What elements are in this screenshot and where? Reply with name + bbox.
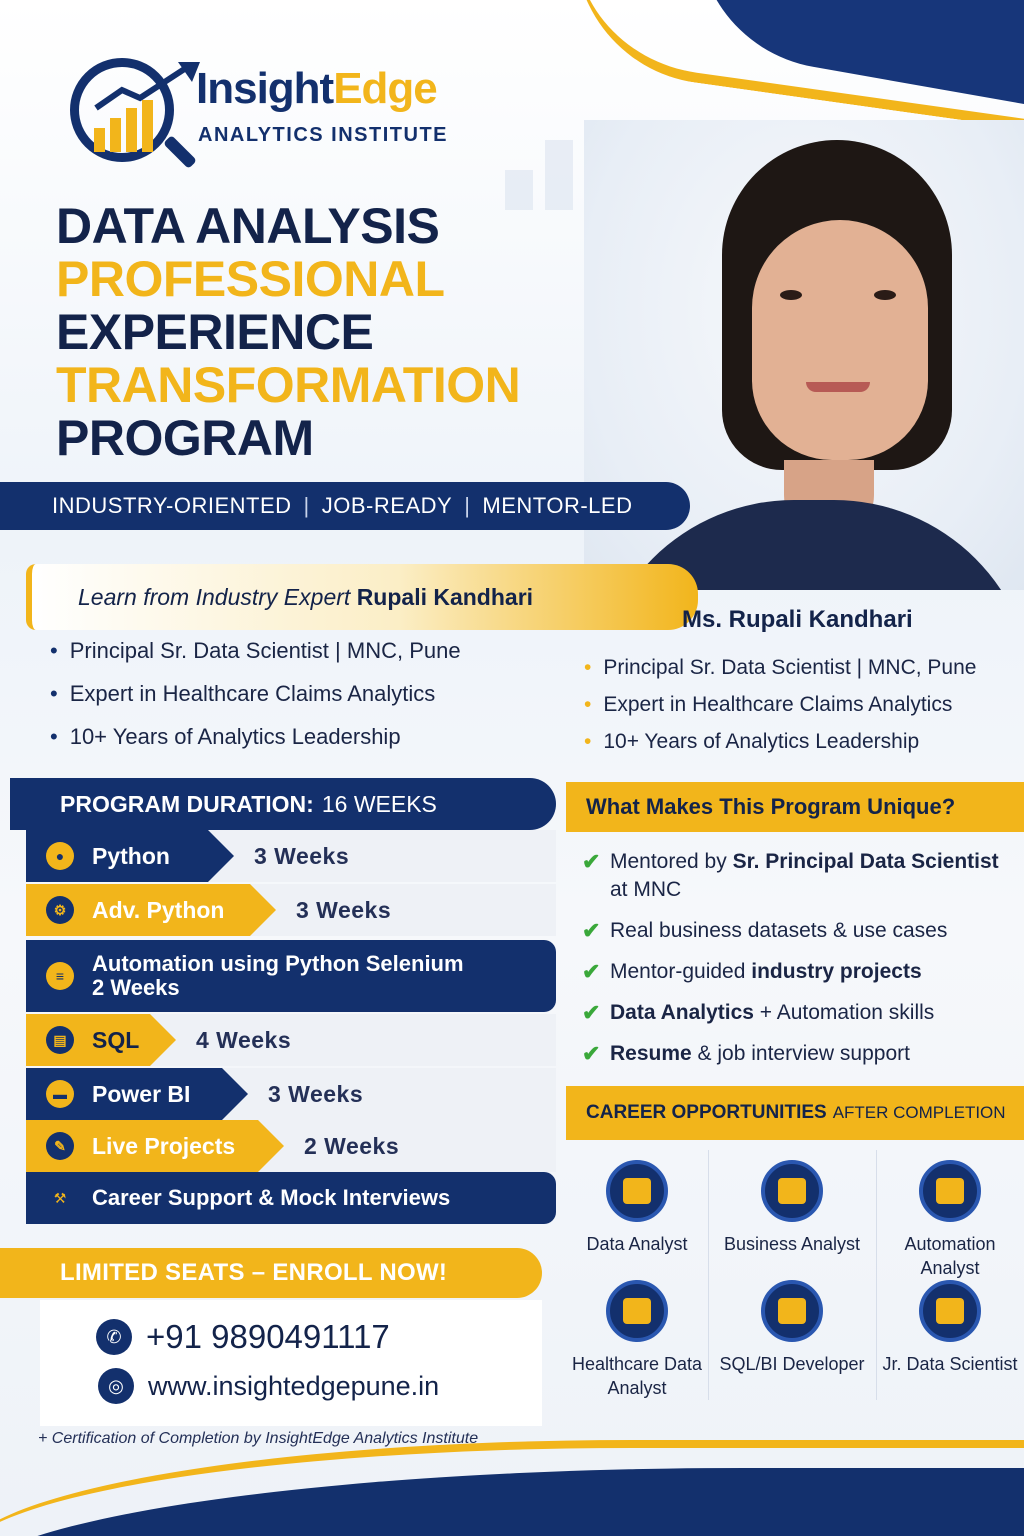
check-icon: ✔	[582, 849, 601, 874]
automation-analyst-icon	[919, 1160, 981, 1222]
module-weeks: 3 Weeks	[268, 1080, 364, 1107]
business-analyst-icon	[761, 1160, 823, 1222]
module-row	[26, 1068, 556, 1120]
module-name: Career Support & Mock Interviews	[92, 1185, 451, 1210]
module-name: Live Projects	[92, 1132, 236, 1159]
advanced-python-icon: ⚙	[46, 896, 74, 924]
tagline-item: INDUSTRY-ORIENTED	[52, 493, 292, 518]
career-heading	[566, 1086, 1024, 1140]
list-item: • Expert in Healthcare Claims Analytics	[50, 681, 560, 724]
career-role: Business Analyst	[708, 1148, 876, 1268]
wrench-icon: ⚒	[53, 1189, 67, 1206]
career-role: Healthcare Data Analyst	[566, 1268, 708, 1388]
expert-intro: Learn from Industry Expert	[78, 584, 351, 610]
title-line: EXPERIENCE	[56, 304, 374, 360]
module-weeks: 3 Weeks	[254, 842, 350, 869]
python-icon: ●	[46, 842, 74, 870]
decorative-swoosh-gold	[557, 0, 1024, 136]
expert-full-name: Ms. Rupali Kandhari	[682, 606, 913, 633]
list-item: • Principal Sr. Data Scientist | MNC, Pune	[584, 656, 1024, 693]
module-name: Power BI	[92, 1080, 191, 1107]
list-item: ✔ Data Analytics + Automation skills	[582, 1000, 935, 1025]
growth-arrow-icon	[90, 60, 210, 120]
module-weeks: 4 Weeks	[196, 1026, 292, 1053]
healthcare-analyst-icon	[606, 1280, 668, 1342]
enroll-now-banner[interactable]: LIMITED SEATS – ENROLL NOW!	[0, 1248, 542, 1298]
list-item: • Expert in Healthcare Claims Analytics	[584, 693, 1024, 730]
unique-list	[582, 848, 1022, 1081]
list-item: • 10+ Years of Analytics Leadership	[584, 730, 1024, 767]
career-role: Data Analyst	[566, 1148, 708, 1268]
check-icon: ✔	[582, 918, 601, 943]
check-icon: ✔	[582, 1041, 601, 1066]
tagline-item: MENTOR-LED	[482, 493, 633, 518]
sql-bi-developer-icon	[761, 1280, 823, 1342]
list-item: • Principal Sr. Data Scientist | MNC, Pune	[50, 638, 560, 681]
module-weeks: 2 Weeks	[92, 975, 180, 1000]
phone-icon: ✆	[96, 1319, 132, 1355]
module-row	[26, 1172, 556, 1224]
phone-link[interactable]	[96, 1318, 390, 1356]
module-name: Python	[92, 842, 170, 869]
automation-icon: ≡	[46, 962, 74, 990]
projects-icon: ✎	[46, 1132, 74, 1160]
career-role: Automation Analyst	[876, 1148, 1024, 1268]
module-row	[26, 1120, 556, 1172]
data-analyst-icon	[606, 1160, 668, 1222]
career-role: SQL/BI Developer	[708, 1268, 876, 1388]
website-url: www.insightedgepune.in	[148, 1370, 440, 1401]
duration-value: 16 WEEKS	[321, 790, 437, 817]
check-icon: ✔	[582, 959, 601, 984]
database-icon: ▤	[46, 1026, 74, 1054]
module-name: Automation using Python Selenium	[92, 951, 464, 976]
list-item: • 10+ Years of Analytics Leadership	[50, 724, 560, 767]
expert-points-right	[584, 656, 1024, 767]
power-bi-icon: ▬	[46, 1080, 74, 1108]
title-line: PROFESSIONAL	[56, 251, 445, 307]
module-weeks: 2 Weeks	[304, 1132, 400, 1159]
website-link[interactable]	[98, 1368, 439, 1404]
title-line: PROGRAM	[56, 410, 314, 466]
module-row	[26, 940, 556, 1012]
module-weeks: 3 Weeks	[296, 896, 392, 923]
magnifier-handle	[163, 135, 197, 169]
expert-points-left	[50, 638, 560, 767]
career-heading-bold: CAREER OPPORTUNITIES	[586, 1102, 827, 1123]
title-line: TRANSFORMATION	[56, 357, 521, 413]
brand-subtitle: ANALYTICS INSTITUTE	[198, 124, 448, 146]
data-scientist-icon	[919, 1280, 981, 1342]
title-line: DATA ANALYSIS	[56, 198, 440, 254]
list-item: ✔ Resume & job interview support	[582, 1041, 910, 1066]
tagline-band: INDUSTRY-ORIENTED | JOB-READY | MENTOR-LED	[0, 482, 690, 530]
expert-name: Rupali Kandhari	[356, 584, 534, 610]
module-name: Adv. Python	[92, 896, 225, 923]
list-item: ✔ Mentor-guided industry projects	[582, 959, 922, 984]
globe-icon: ◎	[98, 1368, 134, 1404]
background-bar	[545, 140, 573, 210]
module-row	[26, 884, 556, 936]
career-heading-rest: AFTER COMPLETION	[832, 1103, 1006, 1122]
duration-label: PROGRAM DURATION:	[60, 790, 314, 817]
certification-note: + Certification of Completion by InsightEdge Analytics Institute	[38, 1430, 479, 1447]
career-role: Jr. Data Scientist	[876, 1268, 1024, 1388]
program-title	[56, 200, 520, 465]
list-item: ✔ Mentored by Sr. Principal Data Scientist at MNC	[582, 849, 999, 901]
check-icon: ✔	[582, 1000, 601, 1025]
phone-number: +91 9890491117	[146, 1318, 390, 1355]
module-name: SQL	[92, 1026, 140, 1053]
module-row	[26, 830, 556, 882]
unique-heading: What Makes This Program Unique?	[566, 782, 1024, 832]
expert-ribbon	[26, 564, 698, 630]
career-grid	[566, 1148, 1024, 1408]
tagline-item: JOB-READY	[321, 493, 453, 518]
list-item: ✔ Real business datasets & use cases	[582, 918, 948, 943]
brand-logo	[66, 52, 486, 182]
program-duration-header	[10, 778, 556, 830]
module-row	[26, 1014, 556, 1066]
brand-name: InsightEdge	[196, 64, 437, 113]
